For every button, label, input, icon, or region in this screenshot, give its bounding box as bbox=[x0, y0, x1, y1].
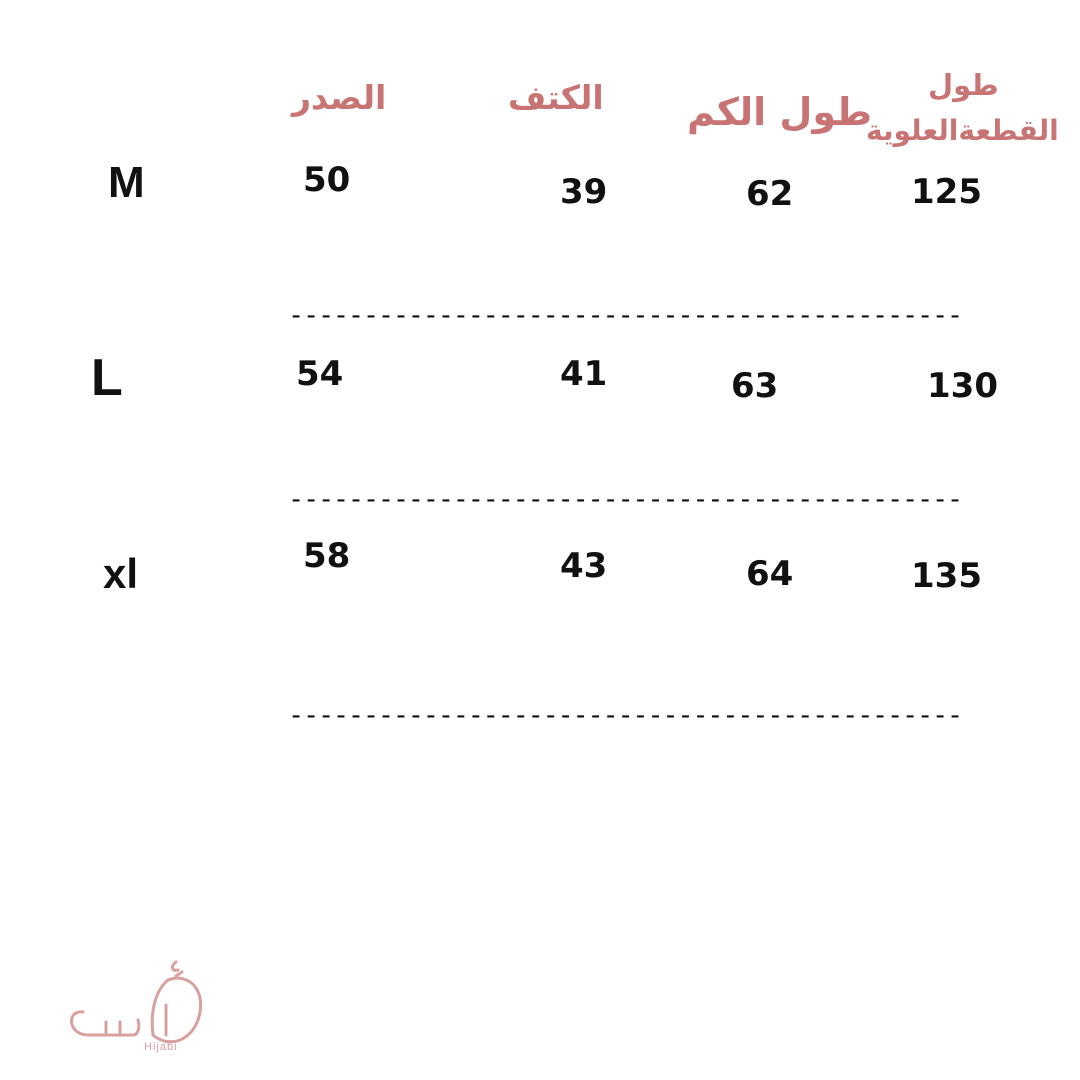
chest-value: 50 bbox=[303, 160, 351, 200]
header-shoulder: الكتف bbox=[508, 78, 604, 117]
header-chest: الصدر bbox=[292, 78, 387, 117]
shoulder-value: 39 bbox=[560, 172, 608, 212]
logo-brand-text: Hijabi bbox=[144, 1041, 178, 1053]
size-label-m: M bbox=[108, 158, 145, 207]
length-value: 125 bbox=[911, 172, 982, 212]
header-top-length-line2: القطعةالعلوية bbox=[866, 114, 1059, 147]
sleeve-value: 62 bbox=[746, 174, 794, 214]
row-separator: --------------------------------------------- bbox=[288, 484, 962, 515]
row-separator: --------------------------------------------- bbox=[288, 300, 962, 331]
shoulder-value: 43 bbox=[560, 546, 608, 586]
size-label-l: L bbox=[91, 349, 123, 407]
header-top-length-line1: طول bbox=[928, 68, 999, 102]
length-value: 130 bbox=[927, 366, 998, 406]
length-value: 135 bbox=[911, 556, 982, 596]
hijab-woman-logo-icon bbox=[58, 950, 218, 1070]
sleeve-value: 63 bbox=[731, 366, 779, 406]
size-label-xl: xl bbox=[103, 550, 139, 597]
brand-logo bbox=[58, 950, 218, 1070]
sleeve-value: 64 bbox=[746, 554, 794, 594]
row-separator: --------------------------------------------- bbox=[288, 700, 962, 731]
header-sleeve-length: طول الكم bbox=[687, 90, 873, 134]
shoulder-value: 41 bbox=[560, 354, 608, 394]
chest-value: 58 bbox=[303, 536, 351, 576]
chest-value: 54 bbox=[296, 354, 344, 394]
